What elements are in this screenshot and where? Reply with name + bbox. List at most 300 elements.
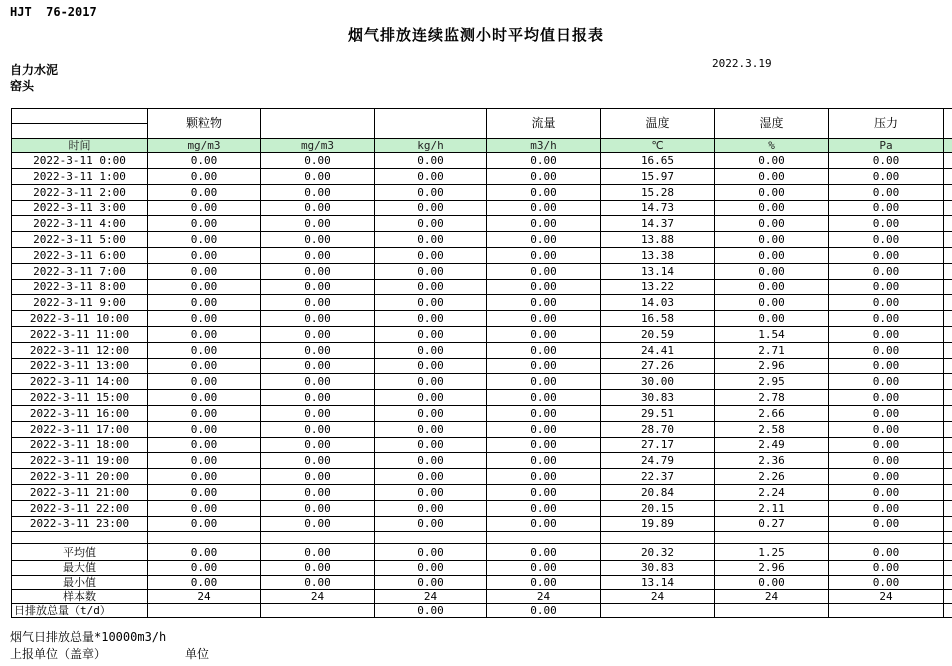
partial-cell: [944, 532, 952, 544]
time-cell: 2022-3-11 21:00: [12, 484, 148, 500]
summary-row: [12, 561, 952, 575]
value-cell: 0.00: [487, 437, 601, 453]
partial-cell: [944, 295, 952, 311]
hour-row: [12, 232, 952, 248]
value-cell: 0.00: [148, 247, 261, 263]
value-cell: 0.00: [261, 263, 375, 279]
value-cell: 0.00: [148, 405, 261, 421]
hour-row: [12, 390, 952, 406]
value-cell: 0.00: [148, 358, 261, 374]
value-cell: 0.00: [148, 232, 261, 248]
header-particulate: 颗粒物: [148, 109, 261, 139]
value-cell: 0.00: [375, 390, 487, 406]
value-cell: 14.73: [601, 200, 715, 216]
value-cell: 13.38: [601, 247, 715, 263]
value-cell: 20.84: [601, 484, 715, 500]
value-cell: 2.66: [715, 405, 829, 421]
time-cell: 2022-3-11 11:00: [12, 326, 148, 342]
value-cell: 0.00: [261, 295, 375, 311]
hour-row: [12, 168, 952, 184]
hour-row: [12, 279, 952, 295]
unit-celsius: ℃: [601, 139, 715, 153]
value-cell: 0.00: [487, 326, 601, 342]
blank-cell: [601, 532, 715, 544]
unit-time: 时间: [12, 139, 148, 153]
summary-value-cell: [601, 603, 715, 617]
value-cell: 0.00: [715, 232, 829, 248]
unit-pa: Pa: [829, 139, 944, 153]
hour-row: [12, 500, 952, 516]
report-date: 2022.3.19: [712, 57, 772, 70]
unit-m3h: m3/h: [487, 139, 601, 153]
hour-row: [12, 516, 952, 532]
value-cell: 0.00: [829, 390, 944, 406]
value-cell: 0.00: [487, 421, 601, 437]
blank-cell: [261, 532, 375, 544]
time-cell: 2022-3-11 19:00: [12, 453, 148, 469]
blank-row: [12, 532, 952, 544]
value-cell: 0.00: [715, 311, 829, 327]
hour-row: [12, 437, 952, 453]
value-cell: 0.00: [148, 469, 261, 485]
value-cell: 0.00: [148, 168, 261, 184]
partial-cell: [944, 469, 952, 485]
value-cell: 0.00: [487, 390, 601, 406]
header-blank-bottom-cell: [12, 124, 148, 139]
partial-cell: [944, 168, 952, 184]
value-cell: 0.00: [715, 200, 829, 216]
partial-cell: [944, 390, 952, 406]
summary-value-cell: 0.00: [487, 575, 601, 589]
value-cell: 0.00: [375, 421, 487, 437]
value-cell: 2.24: [715, 484, 829, 500]
value-cell: 0.00: [261, 200, 375, 216]
summary-value-cell: 0.00: [148, 544, 261, 561]
summary-value-cell: 24: [829, 589, 944, 603]
value-cell: 13.22: [601, 279, 715, 295]
value-cell: 0.00: [487, 516, 601, 532]
summary-row: [12, 544, 952, 561]
value-cell: 0.00: [261, 311, 375, 327]
time-cell: 2022-3-11 3:00: [12, 200, 148, 216]
value-cell: 2.26: [715, 469, 829, 485]
summary-value-cell: 0.00: [148, 575, 261, 589]
value-cell: 0.00: [148, 216, 261, 232]
value-cell: 0.00: [715, 168, 829, 184]
hour-row: [12, 216, 952, 232]
value-cell: 0.00: [487, 469, 601, 485]
header-blank-top-cell: [12, 109, 148, 124]
value-cell: 0.00: [261, 232, 375, 248]
time-cell: 2022-3-11 7:00: [12, 263, 148, 279]
value-cell: 0.00: [829, 326, 944, 342]
value-cell: 0.00: [829, 484, 944, 500]
value-cell: 0.00: [148, 153, 261, 169]
page-title: 烟气排放连续监测小时平均值日报表: [347, 26, 604, 44]
summary-value-cell: 2.96: [715, 561, 829, 575]
time-cell: 2022-3-11 0:00: [12, 153, 148, 169]
footer-note: 烟气日排放总量*10000m3/h: [10, 630, 167, 644]
summary-value-cell: 0.00: [829, 575, 944, 589]
value-cell: 2.49: [715, 437, 829, 453]
value-cell: 2.11: [715, 500, 829, 516]
summary-value-cell: 24: [487, 589, 601, 603]
value-cell: 20.59: [601, 326, 715, 342]
summary-label-cell: 日排放总量（t/d）: [12, 603, 148, 617]
value-cell: 0.00: [487, 279, 601, 295]
header-blank-1: [261, 109, 375, 139]
partial-cell: [944, 247, 952, 263]
value-cell: 0.00: [148, 484, 261, 500]
value-cell: 0.00: [487, 216, 601, 232]
value-cell: 0.00: [829, 184, 944, 200]
summary-value-cell: [715, 603, 829, 617]
time-cell: 2022-3-11 1:00: [12, 168, 148, 184]
time-cell: 2022-3-11 12:00: [12, 342, 148, 358]
value-cell: 30.83: [601, 390, 715, 406]
blank-cell: [715, 532, 829, 544]
partial-cell: [944, 342, 952, 358]
summary-value-cell: 24: [261, 589, 375, 603]
partial-cell: [944, 184, 952, 200]
time-cell: 2022-3-11 5:00: [12, 232, 148, 248]
hour-row: [12, 342, 952, 358]
blank-cell: [829, 532, 944, 544]
unit-kgh: kg/h: [375, 139, 487, 153]
value-cell: 0.00: [829, 247, 944, 263]
value-cell: 0.00: [261, 516, 375, 532]
value-cell: 0.00: [148, 374, 261, 390]
header-humidity: 湿度: [715, 109, 829, 139]
value-cell: 0.00: [375, 342, 487, 358]
summary-value-cell: 0.00: [261, 561, 375, 575]
value-cell: 0.00: [715, 263, 829, 279]
value-cell: 0.00: [487, 247, 601, 263]
hour-row: [12, 295, 952, 311]
partial-cell: [944, 232, 952, 248]
value-cell: 0.00: [261, 153, 375, 169]
hour-row: [12, 358, 952, 374]
value-cell: 0.00: [487, 484, 601, 500]
partial-cell: [944, 153, 952, 169]
summary-row: [12, 575, 952, 589]
value-cell: 0.00: [261, 405, 375, 421]
value-cell: 0.00: [715, 279, 829, 295]
value-cell: 0.00: [829, 216, 944, 232]
time-cell: 2022-3-11 9:00: [12, 295, 148, 311]
value-cell: 0.00: [375, 247, 487, 263]
summary-value-cell: 0.00: [261, 575, 375, 589]
value-cell: 0.00: [375, 374, 487, 390]
value-cell: 0.00: [487, 311, 601, 327]
summary-value-cell: 24: [715, 589, 829, 603]
value-cell: 0.00: [148, 311, 261, 327]
hour-row: [12, 311, 952, 327]
value-cell: 0.00: [261, 326, 375, 342]
hour-row: [12, 153, 952, 169]
value-cell: 0.00: [375, 437, 487, 453]
blank-cell: [487, 532, 601, 544]
header-blank-2: [375, 109, 487, 139]
summary-value-cell: 0.00: [829, 561, 944, 575]
hour-row: [12, 469, 952, 485]
value-cell: 13.88: [601, 232, 715, 248]
value-cell: 0.00: [487, 184, 601, 200]
partial-cell: [944, 279, 952, 295]
partial-cell: [944, 200, 952, 216]
value-cell: 0.00: [829, 153, 944, 169]
value-cell: 0.00: [375, 216, 487, 232]
partial-cell: [944, 500, 952, 516]
value-cell: 0.00: [829, 453, 944, 469]
value-cell: 0.00: [375, 153, 487, 169]
time-cell: 2022-3-11 16:00: [12, 405, 148, 421]
hour-row: [12, 484, 952, 500]
hour-row: [12, 184, 952, 200]
value-cell: 0.00: [829, 168, 944, 184]
time-cell: 2022-3-11 23:00: [12, 516, 148, 532]
value-cell: 0.00: [487, 263, 601, 279]
value-cell: 0.00: [715, 295, 829, 311]
summary-label-cell: 最小值: [12, 575, 148, 589]
summary-value-cell: 0.00: [487, 561, 601, 575]
summary-value-cell: 0.00: [487, 603, 601, 617]
partial-cell: [944, 374, 952, 390]
hour-row: [12, 247, 952, 263]
blank-cell: [375, 532, 487, 544]
blank-cell: [148, 532, 261, 544]
hour-row: [12, 263, 952, 279]
value-cell: 0.00: [261, 437, 375, 453]
summary-value-cell: 0.00: [715, 575, 829, 589]
value-cell: 2.58: [715, 421, 829, 437]
value-cell: 0.00: [375, 168, 487, 184]
value-cell: 0.00: [487, 500, 601, 516]
hour-row: [12, 374, 952, 390]
partial-cell: [944, 544, 952, 561]
unit-partial-cell: [944, 139, 952, 153]
unit-header-row: [12, 139, 952, 153]
time-cell: 2022-3-11 18:00: [12, 437, 148, 453]
value-cell: 0.00: [375, 358, 487, 374]
value-cell: 0.00: [261, 484, 375, 500]
value-cell: 0.00: [715, 184, 829, 200]
unit-mgm3-1: mg/m3: [148, 139, 261, 153]
value-cell: 0.00: [829, 500, 944, 516]
value-cell: 0.00: [715, 216, 829, 232]
value-cell: 15.97: [601, 168, 715, 184]
summary-value-cell: 24: [375, 589, 487, 603]
value-cell: 0.00: [829, 342, 944, 358]
header-pressure: 压力: [829, 109, 944, 139]
value-cell: 0.00: [261, 374, 375, 390]
value-cell: 0.00: [261, 184, 375, 200]
value-cell: 0.00: [487, 358, 601, 374]
summary-value-cell: 0.00: [261, 544, 375, 561]
report-unit-label: 上报单位（盖章）: [10, 647, 107, 661]
partial-cell: [944, 405, 952, 421]
value-cell: 0.00: [375, 295, 487, 311]
summary-value-cell: 0.00: [375, 544, 487, 561]
summary-row: [12, 589, 952, 603]
value-cell: 0.00: [487, 168, 601, 184]
time-cell: 2022-3-11 10:00: [12, 311, 148, 327]
value-cell: 14.03: [601, 295, 715, 311]
value-cell: 0.00: [148, 184, 261, 200]
value-cell: 0.00: [375, 484, 487, 500]
partial-cell: [944, 421, 952, 437]
value-cell: 0.00: [829, 200, 944, 216]
report-table-wrap: [11, 108, 952, 618]
partial-cell: [944, 589, 952, 603]
time-cell: 2022-3-11 6:00: [12, 247, 148, 263]
value-cell: 0.00: [148, 390, 261, 406]
value-cell: 0.00: [375, 469, 487, 485]
value-cell: 0.00: [261, 216, 375, 232]
value-cell: 0.00: [487, 374, 601, 390]
value-cell: 0.00: [829, 295, 944, 311]
partial-cell: [944, 603, 952, 617]
summary-value-cell: [148, 603, 261, 617]
header-temperature: 温度: [601, 109, 715, 139]
value-cell: 0.00: [487, 153, 601, 169]
value-cell: 0.00: [375, 279, 487, 295]
value-cell: 0.00: [375, 453, 487, 469]
value-cell: 30.00: [601, 374, 715, 390]
summary-value-cell: 0.00: [829, 544, 944, 561]
station-name: 窑头: [10, 79, 35, 93]
report-table: [11, 108, 952, 618]
value-cell: 0.00: [829, 437, 944, 453]
value-cell: 0.00: [829, 279, 944, 295]
value-cell: 20.15: [601, 500, 715, 516]
value-cell: 0.00: [829, 469, 944, 485]
standard-code: HJT 76-2017: [10, 5, 97, 19]
value-cell: 28.70: [601, 421, 715, 437]
value-cell: 0.00: [375, 516, 487, 532]
partial-cell: [944, 561, 952, 575]
summary-row: [12, 603, 952, 617]
time-cell: 2022-3-11 4:00: [12, 216, 148, 232]
partial-cell: [944, 484, 952, 500]
hour-row: [12, 453, 952, 469]
value-cell: 29.51: [601, 405, 715, 421]
value-cell: 0.00: [148, 263, 261, 279]
summary-label-cell: 平均值: [12, 544, 148, 561]
time-cell: 2022-3-11 2:00: [12, 184, 148, 200]
value-cell: 0.00: [375, 311, 487, 327]
value-cell: 0.27: [715, 516, 829, 532]
value-cell: 19.89: [601, 516, 715, 532]
hour-row: [12, 326, 952, 342]
time-cell: 2022-3-11 14:00: [12, 374, 148, 390]
value-cell: 2.78: [715, 390, 829, 406]
value-cell: 0.00: [261, 453, 375, 469]
summary-value-cell: 24: [148, 589, 261, 603]
value-cell: 0.00: [261, 421, 375, 437]
value-cell: 14.37: [601, 216, 715, 232]
value-cell: 13.14: [601, 263, 715, 279]
value-cell: 22.37: [601, 469, 715, 485]
group-header-row: [12, 109, 952, 124]
hour-row: [12, 200, 952, 216]
value-cell: 0.00: [829, 374, 944, 390]
value-cell: 0.00: [715, 247, 829, 263]
partial-cell: [944, 516, 952, 532]
value-cell: 0.00: [261, 342, 375, 358]
header-partial-cell: [944, 109, 952, 139]
value-cell: 0.00: [261, 247, 375, 263]
value-cell: 0.00: [829, 421, 944, 437]
partial-cell: [944, 311, 952, 327]
value-cell: 0.00: [148, 500, 261, 516]
time-cell: 2022-3-11 15:00: [12, 390, 148, 406]
summary-value-cell: 0.00: [375, 561, 487, 575]
unit-mgm3-2: mg/m3: [261, 139, 375, 153]
hour-row: [12, 405, 952, 421]
value-cell: 2.96: [715, 358, 829, 374]
report-table-body: [12, 153, 952, 618]
value-cell: 0.00: [148, 516, 261, 532]
value-cell: 0.00: [375, 263, 487, 279]
value-cell: 15.28: [601, 184, 715, 200]
time-cell: 2022-3-11 20:00: [12, 469, 148, 485]
value-cell: 0.00: [148, 279, 261, 295]
value-cell: 27.26: [601, 358, 715, 374]
value-cell: 0.00: [375, 326, 487, 342]
blank-cell: [12, 532, 148, 544]
unit-percent: %: [715, 139, 829, 153]
company-name: 自力水泥: [10, 63, 59, 77]
value-cell: 2.36: [715, 453, 829, 469]
value-cell: 0.00: [829, 263, 944, 279]
summary-value-cell: 1.25: [715, 544, 829, 561]
time-cell: 2022-3-11 13:00: [12, 358, 148, 374]
value-cell: 0.00: [487, 200, 601, 216]
value-cell: 0.00: [148, 453, 261, 469]
value-cell: 0.00: [829, 232, 944, 248]
value-cell: 24.41: [601, 342, 715, 358]
value-cell: 0.00: [487, 405, 601, 421]
value-cell: 0.00: [829, 311, 944, 327]
value-cell: 0.00: [487, 295, 601, 311]
value-cell: 0.00: [148, 437, 261, 453]
value-cell: 0.00: [148, 342, 261, 358]
value-cell: 0.00: [375, 232, 487, 248]
value-cell: 0.00: [487, 232, 601, 248]
value-cell: 16.58: [601, 311, 715, 327]
value-cell: 0.00: [487, 342, 601, 358]
value-cell: 0.00: [148, 200, 261, 216]
value-cell: 0.00: [375, 500, 487, 516]
partial-cell: [944, 263, 952, 279]
partial-cell: [944, 326, 952, 342]
partial-cell: [944, 453, 952, 469]
partial-cell: [944, 358, 952, 374]
value-cell: 27.17: [601, 437, 715, 453]
summary-value-cell: 0.00: [375, 603, 487, 617]
unit-label: 单位: [185, 647, 210, 661]
value-cell: 0.00: [261, 168, 375, 184]
summary-label-cell: 样本数: [12, 589, 148, 603]
value-cell: 2.71: [715, 342, 829, 358]
summary-value-cell: 0.00: [375, 575, 487, 589]
summary-value-cell: 24: [601, 589, 715, 603]
value-cell: 2.95: [715, 374, 829, 390]
summary-value-cell: 20.32: [601, 544, 715, 561]
summary-value-cell: [261, 603, 375, 617]
summary-value-cell: 0.00: [148, 561, 261, 575]
